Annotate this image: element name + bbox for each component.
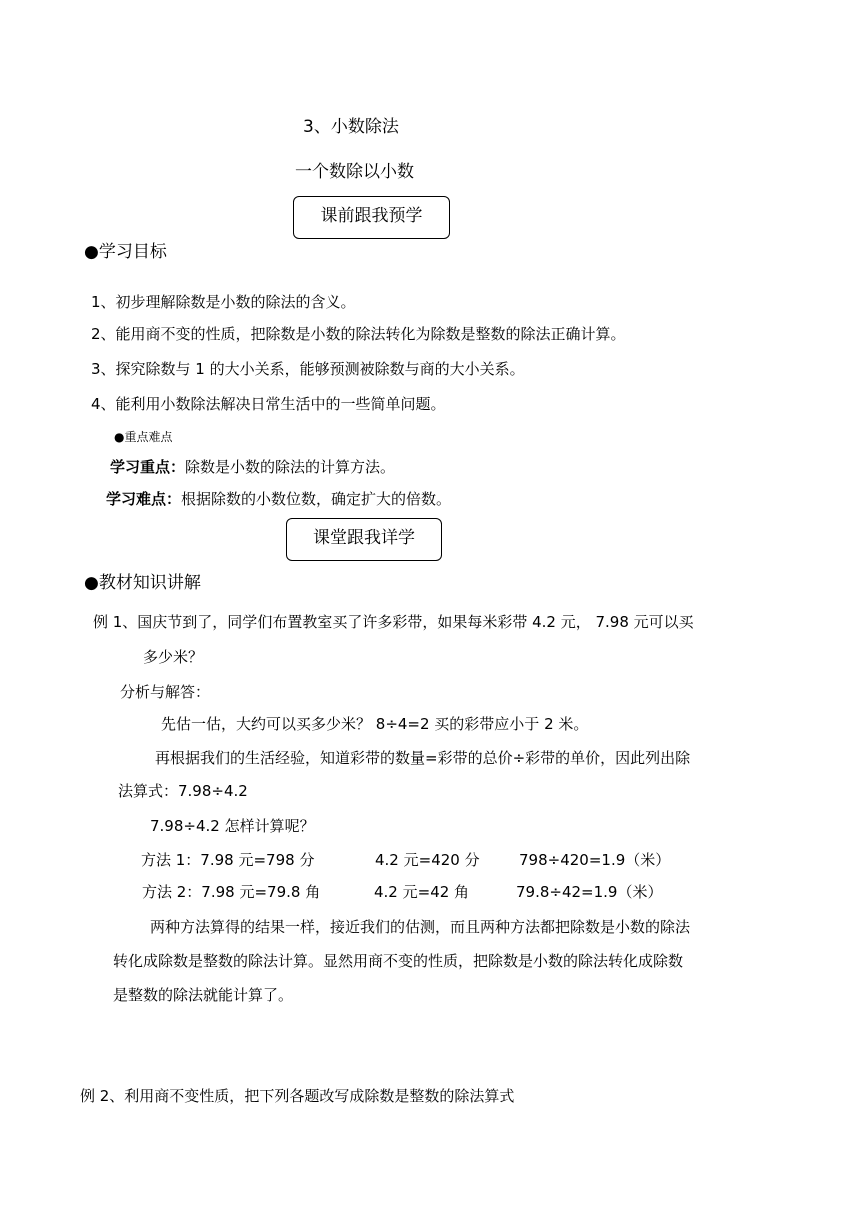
class-box: 课堂跟我详学 [286,518,442,561]
goal-item: 2、能用商不变的性质，把除数是小数的除法转化为除数是整数的除法正确计算。 [91,325,626,343]
method2-part-a: 方法 2：7.98 元=79.8 角 [142,883,321,901]
goals-heading: ●学习目标 [84,242,167,262]
goal-item: 3、探究除数与 1 的大小关系，能够预测被除数与商的大小关系。 [91,360,525,378]
key-point-text: 除数是小数的除法的计算方法。 [185,458,396,476]
difficulty-label: 学习难点： [106,490,182,508]
difficulty-line [106,489,451,509]
goal-item: 4、能利用小数除法解决日常生活中的一些简单问题。 [91,395,446,413]
key-point-line [110,457,395,477]
conclusion-line: 两种方法算得的结果一样，接近我们的估测，而且两种方法都把除数是小数的除法 [150,918,691,936]
knowledge-heading: ●教材知识讲解 [84,573,201,593]
goal-item: 1、初步理解除数是小数的除法的含义。 [91,293,356,311]
method1-part-c: 798÷420=1.9（米） [519,851,671,869]
difficulty-text: 根据除数的小数位数，确定扩大的倍数。 [181,490,452,508]
conclusion-line: 是整数的除法就能计算了。 [113,986,294,1004]
section-title: 3、小数除法 [303,117,399,137]
reason-line2: 法算式：7.98÷4.2 [118,782,248,800]
method2-part-b: 4.2 元=42 角 [374,883,470,901]
estimate-line: 先估一估，大约可以买多少米？ 8÷4=2 买的彩带应小于 2 米。 [161,715,589,733]
method1-part-a: 方法 1：7.98 元=798 分 [141,851,315,869]
reason-line1: 再根据我们的生活经验，知道彩带的数量=彩带的总价÷彩带的单价，因此列出除 [155,749,691,767]
method1-part-b: 4.2 元=420 分 [375,851,480,869]
analysis-label: 分析与解答： [120,683,211,701]
key-points-heading: ●重点难点 [114,430,173,444]
method2-part-c: 79.8÷42=1.9（米） [516,883,663,901]
conclusion-line: 转化成除数是整数的除法计算。显然用商不变的性质，把除数是小数的除法转化成除数 [113,952,684,970]
preview-box: 课前跟我预学 [293,196,450,239]
example2-line: 例 2、利用商不变性质，把下列各题改写成除数是整数的除法算式 [80,1087,515,1105]
example1-line1: 例 1、国庆节到了，同学们布置教室买了许多彩带，如果每米彩带 4.2 元， 7.98 元可以买 [93,613,694,631]
example1-line2: 多少米？ [143,648,204,666]
lesson-subtitle: 一个数除以小数 [295,162,414,182]
question-line: 7.98÷4.2 怎样计算呢？ [150,817,315,835]
key-point-label: 学习重点： [110,458,186,476]
